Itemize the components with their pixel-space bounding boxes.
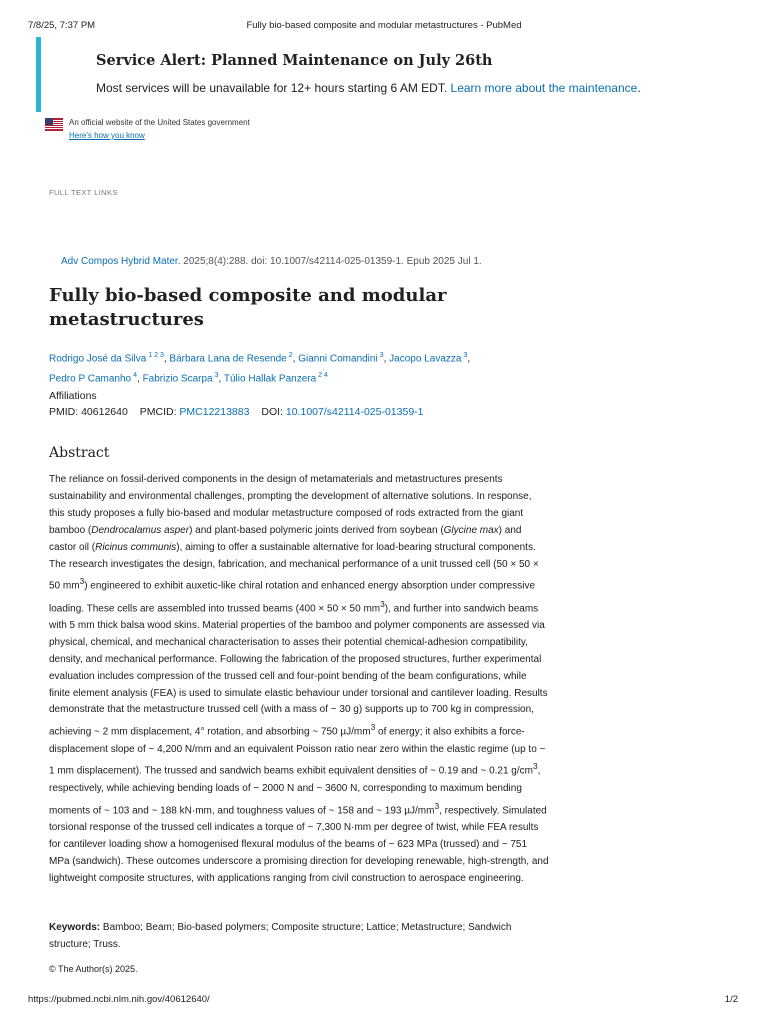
copyright: © The Author(s) 2025. <box>49 964 138 974</box>
author-affil-sup[interactable]: 4 <box>133 372 137 380</box>
alert-accent-bar <box>36 37 41 112</box>
keywords <box>49 920 519 954</box>
author-link[interactable]: Fabrizio Scarpa <box>142 373 213 385</box>
author-link[interactable]: Túlio Hallak Panzera <box>223 373 317 385</box>
author-affil-sup[interactable]: 3 <box>379 352 384 359</box>
alert-message-period: . <box>637 81 641 95</box>
doi-label: DOI: <box>261 406 283 418</box>
author-affil-sup[interactable]: 1 2 3 <box>148 352 164 359</box>
author-link[interactable]: Gianni Comandini <box>298 353 378 365</box>
author-affil-sup[interactable]: 3 <box>463 352 468 359</box>
print-datetime: 7/8/25, 7:37 PM <box>28 20 96 31</box>
author-separator: , <box>163 353 170 365</box>
journal-link[interactable]: Adv Compos Hybrid Mater. <box>61 256 181 267</box>
alert-message <box>96 81 641 95</box>
author-link[interactable]: Bárbara Lana de Resende <box>169 353 287 365</box>
heres-how-you-know-link[interactable]: Here's how you know <box>69 131 145 140</box>
keywords-list: Bamboo; Beam; Bio-based polymers; Composite structure; Lattice; Metastructure; Sandwich structure; Truss. <box>49 922 512 950</box>
doi-link[interactable]: 10.1007/s42114-025-01359-1 <box>285 406 424 418</box>
author-separator: , <box>383 353 390 365</box>
abstract-heading: Abstract <box>49 445 110 461</box>
author-separator: , <box>292 353 299 365</box>
author-affil-sup[interactable]: 2 <box>288 352 293 359</box>
print-page-title: Fully bio-based composite and modular metastructures - PubMed <box>246 20 522 31</box>
full-text-links-label: FULL TEXT LINKS <box>49 188 118 197</box>
author-link[interactable]: Jacopo Lavazza <box>389 353 462 365</box>
author-separator: , <box>137 373 143 385</box>
author-affil-sup[interactable]: 2 4 <box>318 372 328 380</box>
alert-learn-more-link[interactable]: Learn more about the maintenance <box>450 81 638 95</box>
author-affil-sup[interactable]: 3 <box>214 372 219 380</box>
gov-banner-text: An official website of the United States government <box>69 118 250 127</box>
article-title: Fully bio-based composite and modular metastructures <box>49 285 447 330</box>
pmid-value: 40612640 <box>81 406 128 418</box>
print-header <box>0 0 768 31</box>
citation-details: 2025;8(4):288. doi: 10.1007/s42114-025-01359-1. Epub 2025 Jul 1. <box>183 256 482 267</box>
pmcid-link[interactable]: PMC12213883 <box>179 406 250 418</box>
print-page-number: 1/2 <box>724 994 738 1005</box>
article-identifiers <box>49 406 424 418</box>
pmid-label: PMID: <box>49 406 79 418</box>
abstract-paragraph: The reliance on fossil-derived components in the design of metamaterials and metastructures presents sustainability and environmental challenges, prompting the development of alternative solutions. In response, this study proposes a fully bio-based and modular metastructure composed of rods extracted from the giant bamboo (Dendrocalamus asper) and plant-based polymeric joints derived from soybean (Glycine max) and castor oil (Ricinus communis), aiming to offer a sustainable alternative for load-bearing structural components. The research investigates the design, fabrication, and mechanical performance of a unit trussed cell (50 × 50 × 50 $mm^3$) engineered to exhibit auxetic-like chiral rotation and enhanced energy absorption under compressive loading. These cells are assembled into trussed beams (400 × 50 × 50 $mm^3$), and further into sandwich beams with 5 mm thick balsa wood skins. Material properties of the bamboo and polymer components are assessed via physical, chemical, and mechanical characterisation to asses their potential chemical-adhesion compatibility, density, and mechanical performance. Following the fabrication of the proposed structures, further experimental evaluation includes compression of the trussed cell and four-point bending of the beam configurations, while finite element analysis (FEA) is used to simulate elastic behaviour under torsional and cantilever loading. Results demonstrate that the metastructure trussed cell (with a mass of ~ 30 g) supports up to 700 kg in compression, achieving ~ 2 mm displacement, 4° rotation, and absorbing ~ 750 $\mu J/mm^3$ of energy; it also exhibits a force-displacement slope of ~ 4,200 N/mm and an equivalent Poisson ratio near zero within the elastic regime (up to ~ 1 mm displacement). The trussed and sandwich beams exhibit equivalent densities of ~ 0.19 and ~ 0.21 $g/cm^3$, respectively, while achieving bending loads of ~ 2000 N and ~ 3600 N, corresponding to maximum bending moments of ~ 103 and ~ 188 kN·mm, and toughness values of ~ 158 and ~ 193 $\mu J/mm^3$, respectively. Simulated torsional response of the trussed cell indicates a torque of ~ 7,300 N·mm per degree of twist, while FEA results for cantilever loading show a homogenised flexural modulus of the beams of ~ 623 MPa (trussed) and ~ 751 MPa (sandwich). These outcomes underscore a promising direction for developing renewable, high-strength, and lightweight composite structures, with applications ranging from civil construction to aerospace engineering. <box>49 474 549 884</box>
service-alert <box>36 37 726 112</box>
us-flag-icon <box>45 118 63 131</box>
author-link[interactable]: Rodrigo José da Silva <box>49 353 147 365</box>
authors-list <box>49 347 549 388</box>
author-link[interactable]: Pedro P Camanho <box>49 373 132 385</box>
pmcid-label: PMCID: <box>139 406 177 418</box>
abstract-body <box>49 472 549 887</box>
alert-message-text: Most services will be unavailable for 12+ hours starting 6 AM EDT. <box>96 81 448 95</box>
author-separator: , <box>218 373 224 385</box>
alert-heading: Service Alert: Planned Maintenance on July 26th <box>96 52 493 69</box>
print-url: https://pubmed.ncbi.nlm.nih.gov/40612640/ <box>28 994 210 1005</box>
keywords-label: Keywords: <box>49 922 101 933</box>
author-separator: , <box>467 353 471 365</box>
citation <box>61 256 482 267</box>
affiliations-toggle[interactable]: Affiliations <box>49 390 97 402</box>
